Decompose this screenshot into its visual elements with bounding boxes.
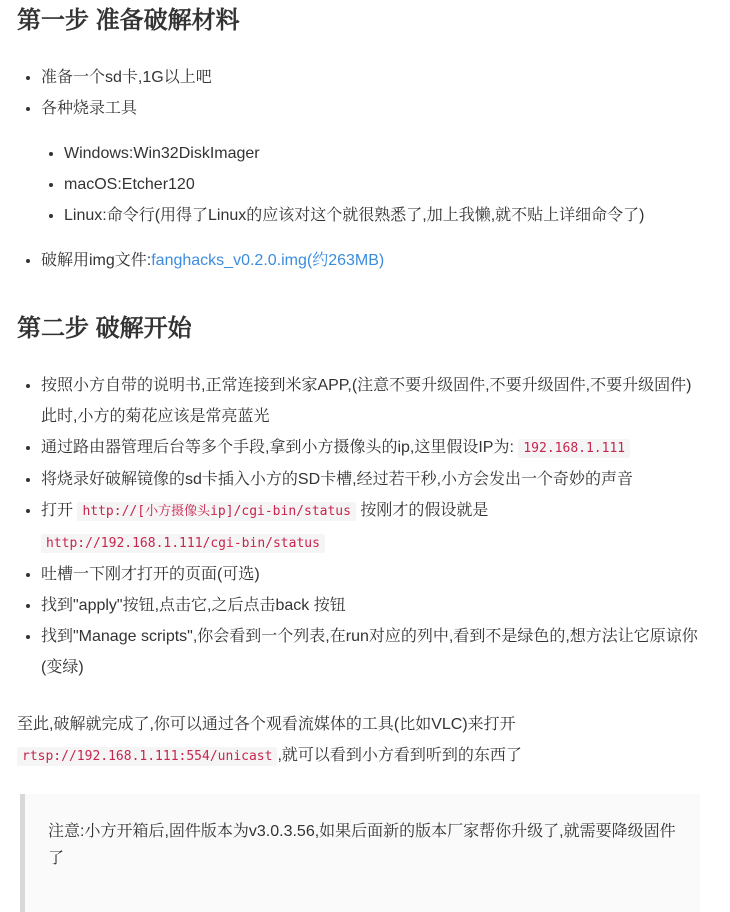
img-file-prefix: 破解用img文件:: [41, 252, 152, 269]
rtsp-url-code: rtsp://192.168.1.111:554/unicast: [17, 747, 277, 766]
hack-steps-list: [17, 370, 706, 683]
manage-scripts-text: 找到"Manage scripts",你会看到一个列表,在run对应的列中,看到不是绿色的,想方法让它原谅你(变绿): [41, 628, 698, 676]
section1-heading: 第一步 准备破解材料: [17, 7, 240, 34]
status-url-template-code: http://[小方摄像头ip]/cgi-bin/status: [77, 502, 356, 521]
complain-text: 吐槽一下刚才打开的页面(可选): [41, 566, 260, 583]
closing-prefix: 至此,破解就完成了,你可以通过各个观看流媒体的工具(比如VLC)来打开: [17, 716, 516, 733]
list-item-img-file: [41, 245, 706, 276]
open-status-prefix: 打开: [41, 502, 78, 519]
get-ip-prefix: 通过路由器管理后台等多个手段,拿到小方摄像头的ip,这里假设IP为:: [41, 439, 519, 456]
tools-sublist: [41, 138, 706, 231]
list-item-get-ip: [41, 432, 706, 464]
firmware-note-blockquote: [20, 794, 700, 912]
firmware-note-text: 注意:小方开箱后,固件版本为v3.0.3.56,如果后面新的版本厂家帮你升级了,就需要降级固件了: [48, 823, 676, 867]
section2-heading: 第二步 破解开始: [17, 315, 192, 342]
sd-card-text: 准备一个sd卡,1G以上吧: [41, 69, 212, 86]
status-url-example-code: http://192.168.1.111/cgi-bin/status: [41, 534, 325, 553]
tools-label: 各种烧录工具: [41, 100, 138, 117]
closing-paragraph: [17, 709, 706, 772]
list-item-insert-sd: [41, 464, 706, 495]
fanghacks-img-download-link[interactable]: fanghacks_v0.2.0.img(约263MB): [151, 252, 385, 269]
list-item-tools: [41, 93, 706, 231]
list-item-complain: [41, 559, 706, 590]
linux-tool-text: Linux:命令行(用得了Linux的应该对这个就很熟悉了,加上我懒,就不贴上详细命令了): [64, 207, 645, 224]
list-item-connect-app: [41, 370, 706, 432]
materials-list: [17, 62, 706, 276]
closing-suffix: ,就可以看到小方看到听到的东西了: [277, 747, 522, 764]
list-item-manage-scripts: [41, 621, 706, 683]
list-item-apply-button: [41, 590, 706, 621]
camera-ip-code: 192.168.1.111: [518, 439, 630, 458]
list-item-sd-card: [41, 62, 706, 93]
insert-sd-text: 将烧录好破解镜像的sd卡插入小方的SD卡槽,经过若干秒,小方会发出一个奇妙的声音: [41, 471, 634, 488]
list-item-open-status: [41, 495, 706, 559]
windows-tool-text: Windows:Win32DiskImager: [64, 145, 260, 162]
macos-tool-text: macOS:Etcher120: [64, 176, 195, 193]
list-item-linux-tool: [64, 200, 706, 231]
connect-app-text: 按照小方自带的说明书,正常连接到米家APP,(注意不要升级固件,不要升级固件,不要升级固件)此时,小方的菊花应该是常亮蓝光: [41, 377, 692, 425]
list-item-macos-tool: [64, 169, 706, 200]
list-item-windows-tool: [64, 138, 706, 169]
open-status-middle: 按刚才的假设就是: [355, 502, 489, 519]
apply-button-text: 找到"apply"按钮,点击它,之后点击back 按钮: [41, 597, 346, 614]
